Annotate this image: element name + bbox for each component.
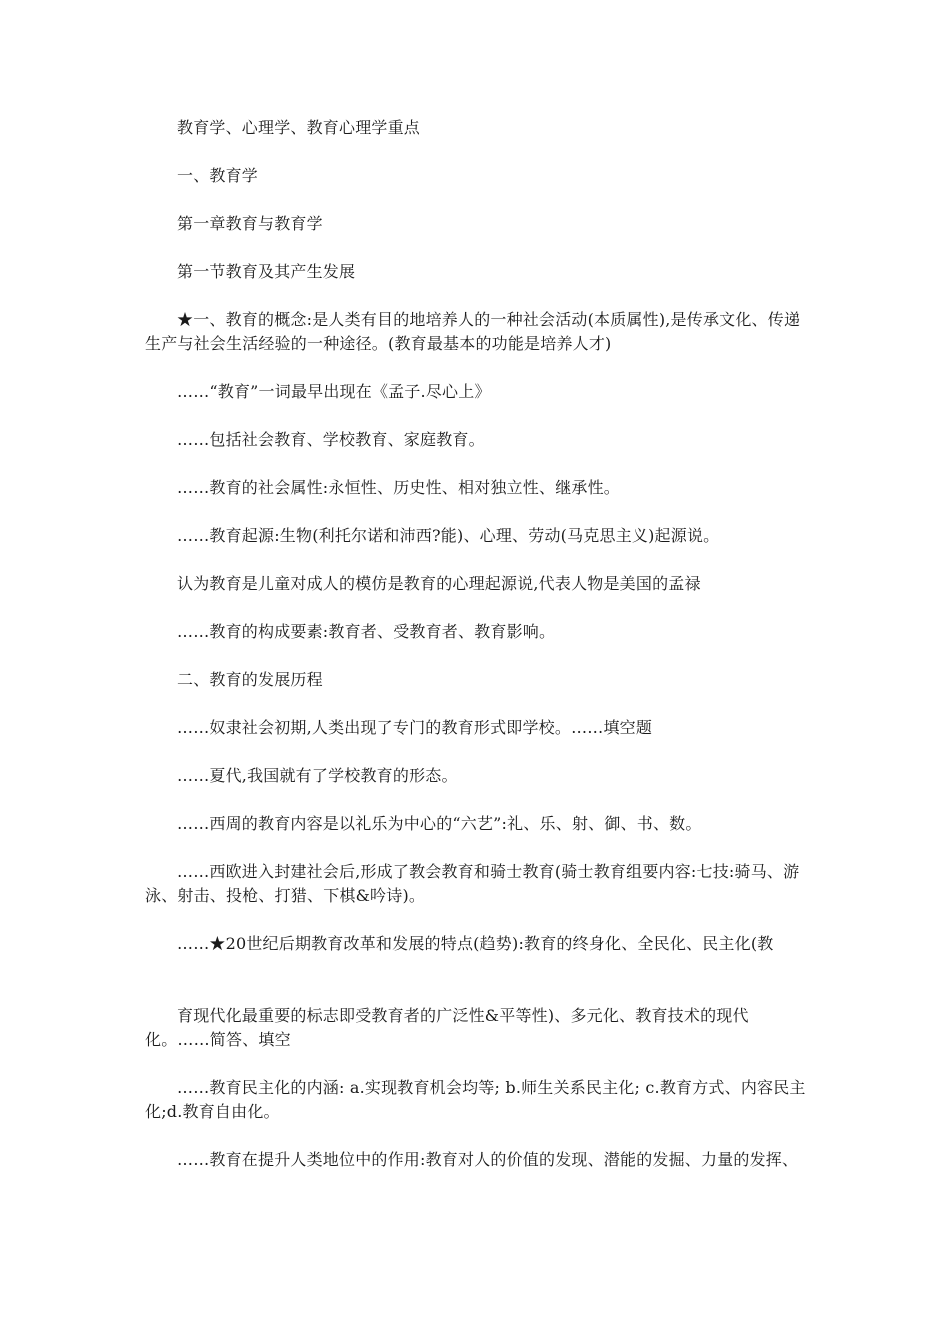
paragraph: ★一、教育的概念:是人类有目的地培养人的一种社会活动(本质属性),是传承文化、传递生产与社会生活经验的一种途径。(教育最基本的功能是培养人才): [145, 310, 801, 353]
paragraph: ……西欧进入封建社会后,形成了教会教育和骑士教育(骑士教育组要内容:七技:骑马、游泳、射击、投枪、打猎、下棋&吟诗)。: [145, 862, 800, 905]
document-title: 教育学、心理学、教育心理学重点: [177, 118, 421, 137]
paragraph: ……教育民主化的内涵: a.实现教育机会均等; b.师生关系民主化; c.教育方式、内容民主化;d.教育自由化。: [145, 1078, 806, 1121]
paragraph: ……包括社会教育、学校教育、家庭教育。: [177, 430, 485, 449]
paragraph: 认为教育是儿童对成人的模仿是教育的心理起源说,代表人物是美国的孟禄: [177, 574, 701, 593]
subsection-heading: 第一节教育及其产生发展: [177, 262, 356, 281]
paragraph: ……“教育”一词最早出现在《孟子.尽心上》: [177, 382, 491, 401]
section-heading: 一、教育学: [177, 166, 259, 185]
paragraph: ……教育的构成要素:教育者、受教育者、教育影响。: [177, 622, 556, 641]
paragraph: ……教育起源:生物(利托尔诺和沛西?能)、心理、劳动(马克思主义)起源说。: [177, 526, 720, 545]
paragraph: ……教育在提升人类地位中的作用:教育对人的价值的发现、潜能的发掘、力量的发挥、: [177, 1150, 799, 1169]
paragraph: ……★20世纪后期教育改革和发展的特点(趋势):教育的终身化、全民化、民主化(教: [177, 934, 774, 953]
paragraph: ……奴隶社会初期,人类出现了专门的教育形式即学校。……填空题: [177, 718, 653, 737]
paragraph: ……教育的社会属性:永恒性、历史性、相对独立性、继承性。: [177, 478, 620, 497]
paragraph: 育现代化最重要的标志即受教育者的广泛性&平等性)、多元化、教育技术的现代化。……简答、填空: [145, 1006, 749, 1049]
chapter-heading: 第一章教育与教育学: [177, 214, 323, 233]
paragraph: ……西周的教育内容是以礼乐为中心的“六艺”:礼、乐、射、御、书、数。: [177, 814, 702, 833]
paragraph: ……夏代,我国就有了学校教育的形态。: [177, 766, 458, 785]
section-heading: 二、教育的发展历程: [177, 670, 323, 689]
